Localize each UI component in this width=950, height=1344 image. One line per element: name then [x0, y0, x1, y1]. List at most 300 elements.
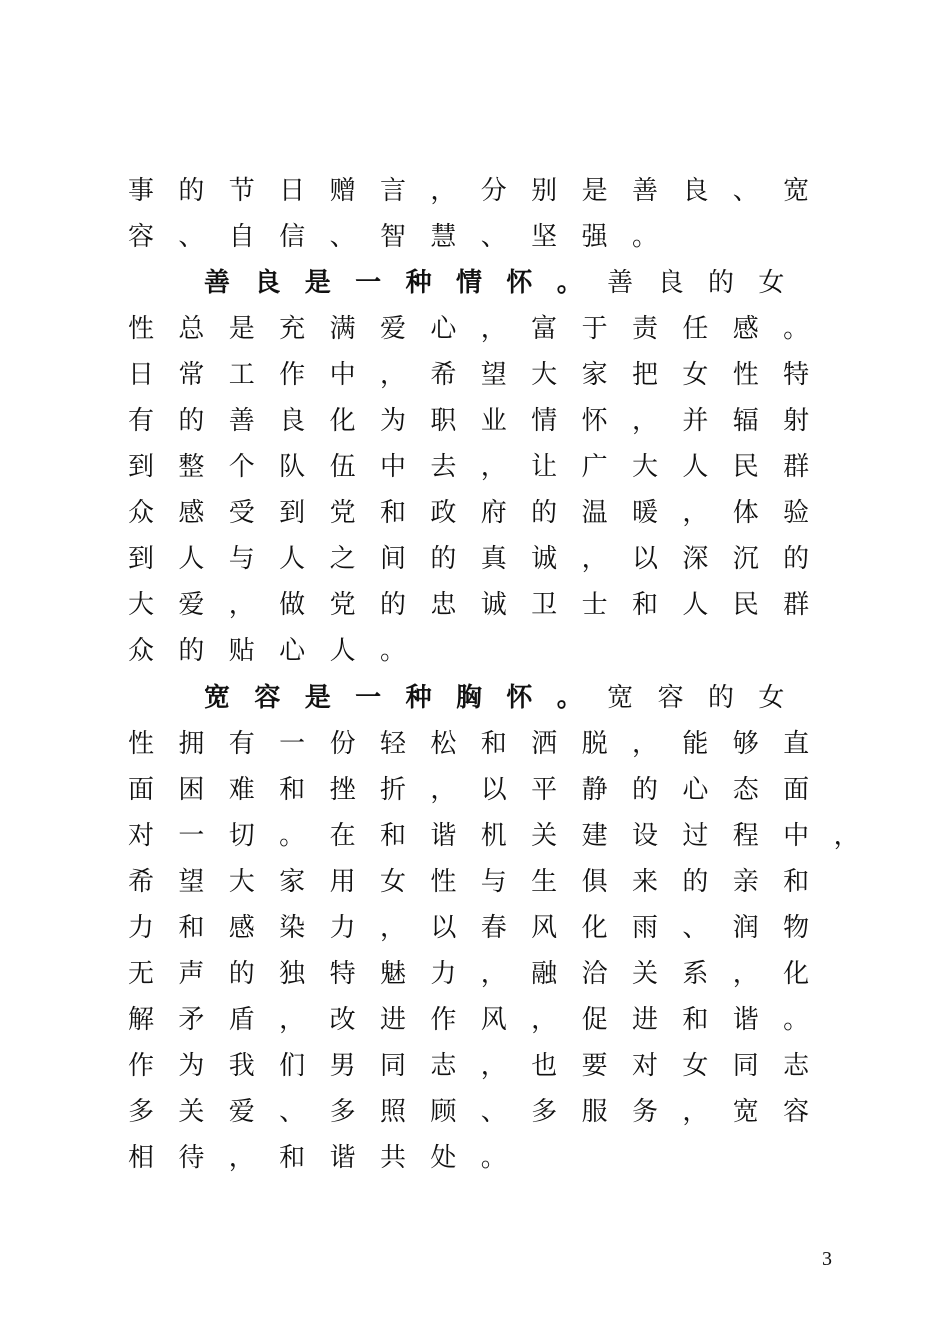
text-char: 任: [682, 314, 709, 344]
text-line: [0, 398, 950, 444]
text-char: 爱: [379, 314, 406, 344]
text-char: 的: [178, 176, 205, 206]
text-char: 善: [631, 176, 658, 206]
text-char: 无: [127, 959, 154, 989]
text-char: 情: [531, 406, 558, 436]
text-char: 日: [127, 360, 154, 390]
text-char: 。: [556, 683, 583, 713]
text-char: 直: [783, 729, 810, 759]
text-char: 洽: [581, 959, 608, 989]
text-char: 女: [682, 1051, 709, 1081]
text-char: 性: [127, 729, 154, 759]
text-char: 希: [430, 360, 457, 390]
text-char: 作: [127, 1051, 154, 1081]
text-char: 强: [581, 222, 608, 252]
text-char: 于: [581, 314, 608, 344]
text-char: 群: [783, 590, 810, 620]
text-line: [0, 1135, 950, 1181]
text-char: 、: [178, 222, 205, 252]
text-char: 志: [430, 1051, 457, 1081]
text-char: 程: [732, 821, 759, 851]
text-char: 松: [430, 729, 457, 759]
text-char: 化: [783, 959, 810, 989]
text-char: 把: [631, 360, 658, 390]
text-char: 中: [783, 821, 810, 851]
text-char: 总: [178, 314, 205, 344]
text-char: 人: [682, 452, 709, 482]
text-char: 宽: [783, 176, 810, 206]
text-char: 忠: [430, 590, 457, 620]
text-char: 面: [783, 775, 810, 805]
text-char: ，: [631, 406, 658, 436]
text-char: ，: [228, 590, 255, 620]
text-char: 切: [228, 821, 255, 851]
text-char: 和: [279, 1143, 306, 1173]
text-char: 服: [581, 1097, 608, 1127]
text-line: [0, 1089, 950, 1135]
text-line: [0, 306, 950, 352]
text-char: 希: [127, 867, 154, 897]
text-char: 顾: [430, 1097, 457, 1127]
text-char: 的: [682, 867, 709, 897]
text-char: 润: [732, 913, 759, 943]
text-char: 处: [430, 1143, 457, 1173]
text-char: 是: [304, 683, 331, 713]
text-char: 宽: [607, 683, 634, 713]
text-char: 大: [531, 360, 558, 390]
text-char: 轻: [379, 729, 406, 759]
text-line: [0, 536, 950, 582]
text-char: 宽: [732, 1097, 759, 1127]
text-char: 众: [127, 498, 154, 528]
text-char: 女: [758, 683, 785, 713]
text-char: 容: [657, 683, 684, 713]
text-char: 多: [531, 1097, 558, 1127]
text-char: 间: [379, 544, 406, 574]
text-char: 和: [631, 590, 658, 620]
text-char: 对: [631, 1051, 658, 1081]
text-char: 共: [379, 1143, 406, 1173]
text-line: [0, 444, 950, 490]
text-char: 作: [430, 1005, 457, 1035]
text-char: 情: [455, 268, 482, 298]
text-char: 种: [405, 683, 432, 713]
text-char: 平: [531, 775, 558, 805]
text-char: 特: [783, 360, 810, 390]
text-char: 促: [581, 1005, 608, 1035]
text-char: 、: [732, 176, 759, 206]
text-char: 以: [480, 775, 507, 805]
text-char: 节: [228, 176, 255, 206]
text-char: 关: [178, 1097, 205, 1127]
text-char: 、: [480, 222, 507, 252]
text-char: 人: [682, 590, 709, 620]
text-char: 坚: [531, 222, 558, 252]
text-char: 同: [732, 1051, 759, 1081]
text-char: 暖: [631, 498, 658, 528]
text-char: 关: [531, 821, 558, 851]
text-char: 力: [127, 913, 154, 943]
text-char: 善: [228, 406, 255, 436]
text-char: ，: [833, 821, 860, 851]
text-char: 的: [430, 544, 457, 574]
text-char: 雨: [631, 913, 658, 943]
text-char: 感: [178, 498, 205, 528]
text-char: 爱: [228, 1097, 255, 1127]
text-char: 胸: [455, 683, 482, 713]
text-char: 中: [379, 452, 406, 482]
text-char: ，: [379, 913, 406, 943]
text-char: 洒: [531, 729, 558, 759]
text-char: 能: [682, 729, 709, 759]
text-char: 有: [228, 729, 255, 759]
text-char: 人: [279, 544, 306, 574]
text-char: 化: [329, 406, 356, 436]
text-char: 与: [228, 544, 255, 574]
text-char: 的: [707, 683, 734, 713]
text-char: 女: [379, 867, 406, 897]
text-char: 心: [279, 636, 306, 666]
text-char: 常: [178, 360, 205, 390]
text-char: ，: [430, 775, 457, 805]
text-char: 静: [581, 775, 608, 805]
text-char: 容: [254, 683, 281, 713]
text-char: 士: [581, 590, 608, 620]
text-char: 物: [783, 913, 810, 943]
text-char: 辐: [732, 406, 759, 436]
text-char: 相: [127, 1143, 154, 1173]
text-char: 众: [127, 636, 154, 666]
text-char: 们: [279, 1051, 306, 1081]
text-char: 和: [178, 913, 205, 943]
text-char: 大: [631, 452, 658, 482]
text-char: 力: [430, 959, 457, 989]
text-char: 也: [531, 1051, 558, 1081]
text-line: [0, 214, 950, 260]
text-char: 种: [405, 268, 432, 298]
text-char: 来: [631, 867, 658, 897]
text-char: 射: [783, 406, 810, 436]
text-char: 。: [279, 821, 306, 851]
text-char: 谐: [732, 1005, 759, 1035]
text-char: 亲: [732, 867, 759, 897]
text-char: 用: [329, 867, 356, 897]
text-char: ，: [228, 1143, 255, 1173]
text-char: 的: [178, 406, 205, 436]
text-char: 容: [127, 222, 154, 252]
text-char: 良: [254, 268, 281, 298]
text-char: 改: [329, 1005, 356, 1035]
text-char: 风: [531, 913, 558, 943]
text-char: 别: [531, 176, 558, 206]
text-char: 的: [631, 775, 658, 805]
text-char: 要: [581, 1051, 608, 1081]
text-char: 和: [480, 729, 507, 759]
text-line: [0, 1043, 950, 1089]
text-char: 受: [228, 498, 255, 528]
text-char: 卫: [531, 590, 558, 620]
text-char: 一: [178, 821, 205, 851]
text-char: 怀: [506, 683, 533, 713]
text-char: 言: [379, 176, 406, 206]
text-char: 建: [581, 821, 608, 851]
text-char: 生: [531, 867, 558, 897]
text-char: 一: [355, 683, 382, 713]
text-char: 风: [480, 1005, 507, 1035]
text-char: 与: [480, 867, 507, 897]
text-char: 为: [178, 1051, 205, 1081]
text-char: 中: [329, 360, 356, 390]
text-line: [0, 721, 950, 767]
text-char: ，: [480, 959, 507, 989]
text-char: 到: [279, 498, 306, 528]
text-char: 政: [430, 498, 457, 528]
text-line: [0, 859, 950, 905]
text-line: [0, 352, 950, 398]
text-char: 之: [329, 544, 356, 574]
text-char: 难: [228, 775, 255, 805]
text-char: 有: [127, 406, 154, 436]
text-char: 良: [279, 406, 306, 436]
text-char: 多: [127, 1097, 154, 1127]
text-char: 谐: [329, 1143, 356, 1173]
text-char: ，: [531, 1005, 558, 1035]
text-char: 在: [329, 821, 356, 851]
text-char: 特: [329, 959, 356, 989]
text-char: 慧: [430, 222, 457, 252]
text-char: 性: [430, 867, 457, 897]
text-char: 到: [127, 452, 154, 482]
text-char: 。: [631, 222, 658, 252]
text-char: 人: [178, 544, 205, 574]
text-char: 党: [329, 590, 356, 620]
text-line: [0, 767, 950, 813]
text-char: 和: [379, 498, 406, 528]
text-char: 宽: [203, 683, 230, 713]
text-char: 人: [329, 636, 356, 666]
text-char: 挫: [329, 775, 356, 805]
text-line: [0, 628, 950, 674]
text-char: 够: [732, 729, 759, 759]
text-char: 望: [480, 360, 507, 390]
text-char: 善: [607, 268, 634, 298]
text-char: 业: [480, 406, 507, 436]
text-char: ，: [480, 452, 507, 482]
text-char: 诚: [480, 590, 507, 620]
text-char: 家: [581, 360, 608, 390]
text-line: [0, 905, 950, 951]
text-char: ，: [732, 959, 759, 989]
text-char: 怀: [581, 406, 608, 436]
text-char: 力: [329, 913, 356, 943]
text-char: 染: [279, 913, 306, 943]
text-char: 做: [279, 590, 306, 620]
text-line: [0, 813, 950, 859]
text-char: ，: [480, 1051, 507, 1081]
text-char: 家: [279, 867, 306, 897]
text-char: 温: [581, 498, 608, 528]
text-char: ，: [631, 729, 658, 759]
text-char: 照: [379, 1097, 406, 1127]
text-char: 、: [329, 222, 356, 252]
text-char: 。: [379, 636, 406, 666]
text-char: 良: [682, 176, 709, 206]
text-char: 民: [732, 590, 759, 620]
text-char: 工: [228, 360, 255, 390]
text-char: 春: [480, 913, 507, 943]
text-char: 多: [329, 1097, 356, 1127]
text-char: 诚: [531, 544, 558, 574]
text-line: [0, 997, 950, 1043]
text-char: 善: [203, 268, 230, 298]
text-char: 俱: [581, 867, 608, 897]
text-char: 化: [581, 913, 608, 943]
text-line: [0, 168, 950, 214]
text-char: 对: [127, 821, 154, 851]
text-char: 、: [682, 913, 709, 943]
text-char: 深: [682, 544, 709, 574]
text-char: 女: [682, 360, 709, 390]
text-char: 女: [758, 268, 785, 298]
text-char: 到: [127, 544, 154, 574]
text-char: 的: [707, 268, 734, 298]
text-char: 自: [228, 222, 255, 252]
text-char: 让: [531, 452, 558, 482]
section-heading-line: [0, 675, 950, 721]
text-char: 事: [127, 176, 154, 206]
text-char: 责: [631, 314, 658, 344]
text-char: 感: [732, 314, 759, 344]
text-char: 广: [581, 452, 608, 482]
text-char: 望: [178, 867, 205, 897]
text-char: 职: [430, 406, 457, 436]
text-char: 整: [178, 452, 205, 482]
text-char: 、: [480, 1097, 507, 1127]
text-char: 分: [480, 176, 507, 206]
text-char: 贴: [228, 636, 255, 666]
text-char: 以: [430, 913, 457, 943]
text-char: 验: [783, 498, 810, 528]
text-char: 以: [631, 544, 658, 574]
text-char: 困: [178, 775, 205, 805]
text-char: 信: [279, 222, 306, 252]
text-char: 脱: [581, 729, 608, 759]
text-char: 智: [379, 222, 406, 252]
text-char: 的: [783, 544, 810, 574]
text-char: 的: [228, 959, 255, 989]
text-char: 。: [783, 1005, 810, 1035]
text-char: 群: [783, 452, 810, 482]
text-char: 系: [682, 959, 709, 989]
text-char: 伍: [329, 452, 356, 482]
text-char: 拥: [178, 729, 205, 759]
text-char: 盾: [228, 1005, 255, 1035]
text-char: 府: [480, 498, 507, 528]
section-heading-line: [0, 260, 950, 306]
text-char: 声: [178, 959, 205, 989]
text-char: 心: [430, 314, 457, 344]
text-char: 队: [279, 452, 306, 482]
text-line: [0, 582, 950, 628]
text-char: ，: [279, 1005, 306, 1035]
text-char: 进: [631, 1005, 658, 1035]
text-char: 一: [279, 729, 306, 759]
text-char: 的: [379, 590, 406, 620]
text-char: 我: [228, 1051, 255, 1081]
text-char: 是: [228, 314, 255, 344]
text-char: 矛: [178, 1005, 205, 1035]
text-char: 和: [783, 867, 810, 897]
text-char: 的: [531, 498, 558, 528]
text-char: 日: [279, 176, 306, 206]
text-char: 务: [631, 1097, 658, 1127]
text-char: 融: [531, 959, 558, 989]
text-char: 富: [531, 314, 558, 344]
text-char: 是: [304, 268, 331, 298]
text-char: ，: [682, 1097, 709, 1127]
text-char: 的: [178, 636, 205, 666]
text-char: 。: [556, 268, 583, 298]
text-line: [0, 951, 950, 997]
text-char: 为: [379, 406, 406, 436]
text-char: 满: [329, 314, 356, 344]
text-char: 独: [279, 959, 306, 989]
text-char: 一: [355, 268, 382, 298]
text-char: 。: [480, 1143, 507, 1173]
text-char: 感: [228, 913, 255, 943]
text-char: 民: [732, 452, 759, 482]
text-char: 爱: [178, 590, 205, 620]
text-char: ，: [480, 314, 507, 344]
text-char: 待: [178, 1143, 205, 1173]
text-char: 党: [329, 498, 356, 528]
text-char: 魅: [379, 959, 406, 989]
text-char: 志: [783, 1051, 810, 1081]
text-char: 良: [657, 268, 684, 298]
text-char: 进: [379, 1005, 406, 1035]
text-char: 体: [732, 498, 759, 528]
page-number: 3: [822, 1248, 832, 1270]
text-char: 大: [228, 867, 255, 897]
text-char: 容: [783, 1097, 810, 1127]
text-char: 去: [430, 452, 457, 482]
text-char: ，: [581, 544, 608, 574]
text-char: 是: [581, 176, 608, 206]
text-char: 份: [329, 729, 356, 759]
text-line: [0, 490, 950, 536]
text-char: ，: [379, 360, 406, 390]
text-char: 同: [379, 1051, 406, 1081]
text-char: ，: [430, 176, 457, 206]
text-char: 设: [631, 821, 658, 851]
text-char: 谐: [430, 821, 457, 851]
text-char: 性: [127, 314, 154, 344]
text-char: 机: [480, 821, 507, 851]
text-char: 男: [329, 1051, 356, 1081]
text-char: 过: [682, 821, 709, 851]
text-char: 性: [732, 360, 759, 390]
text-char: 赠: [329, 176, 356, 206]
text-char: 态: [732, 775, 759, 805]
text-char: 作: [279, 360, 306, 390]
text-char: 大: [127, 590, 154, 620]
text-char: 折: [379, 775, 406, 805]
text-char: 和: [682, 1005, 709, 1035]
text-char: 解: [127, 1005, 154, 1035]
text-char: 关: [631, 959, 658, 989]
text-char: 真: [480, 544, 507, 574]
text-char: ，: [682, 498, 709, 528]
